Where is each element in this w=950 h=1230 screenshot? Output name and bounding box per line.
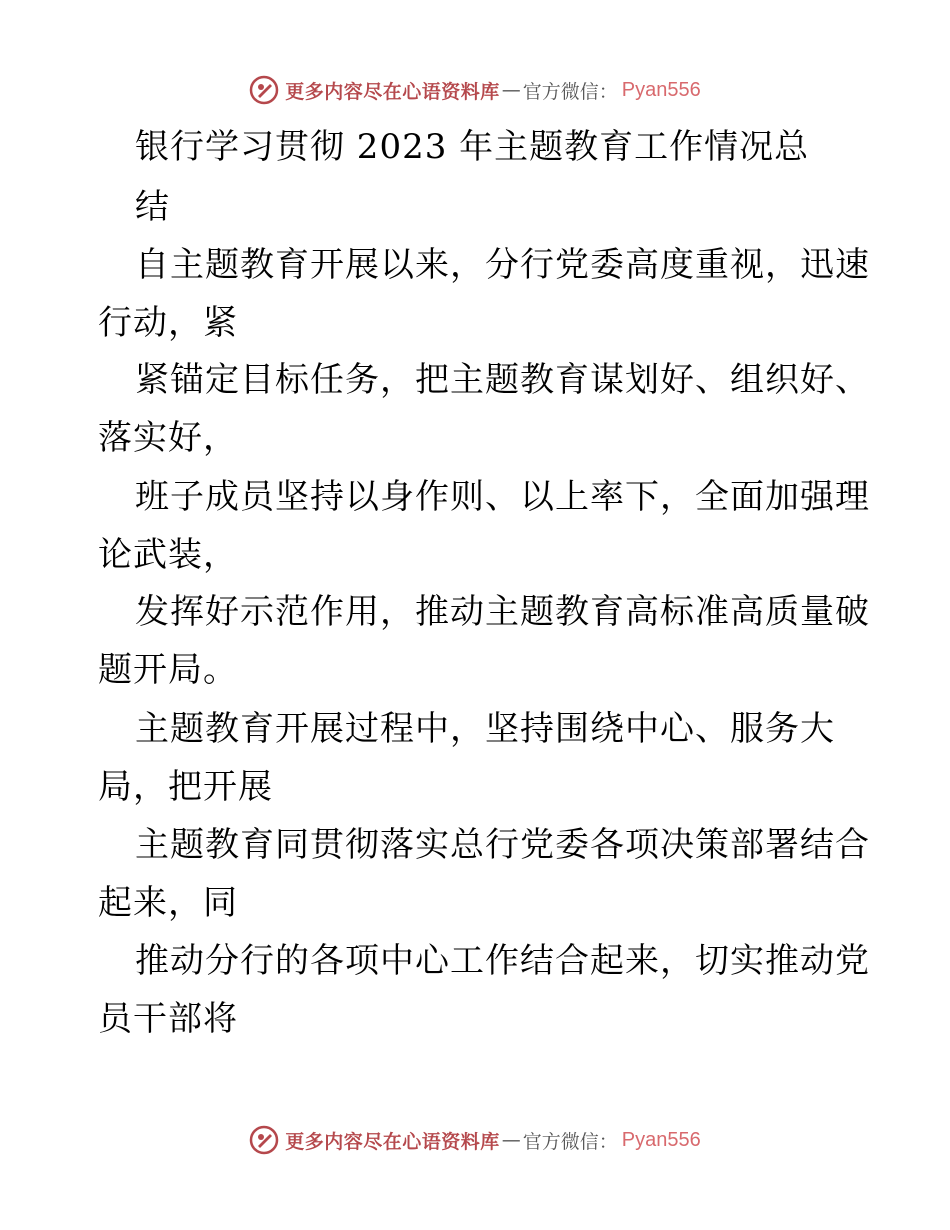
paragraph-line: 紧锚定目标任务，把主题教育谋划好、组织好、: [135, 360, 870, 400]
paragraph-line: 行动，紧: [98, 303, 238, 343]
banner-main-text: 更多内容尽在心语资料库: [285, 80, 500, 103]
paragraph-line: 自主题教育开展以来，分行党委高度重视，迅速: [135, 245, 870, 285]
banner-wechat-id: Pyan556: [621, 1128, 701, 1151]
paragraph-line: 班子成员坚持以身作则、以上率下，全面加强理: [135, 477, 870, 517]
document-title-line: 结: [135, 187, 170, 227]
header-banner: [0, 70, 950, 110]
banner-dash: —: [501, 79, 521, 101]
banner-main-text: 更多内容尽在心语资料库: [285, 1130, 500, 1153]
paragraph-line: 起来，同: [98, 883, 238, 923]
banner-wechat-id: Pyan556: [621, 78, 701, 101]
paragraph-line: 主题教育开展过程中，坚持围绕中心、服务大: [135, 709, 835, 749]
paragraph-line: 员干部将: [98, 999, 238, 1039]
paragraph-line: 局，把开展: [98, 767, 273, 807]
paragraph-line: 落实好，: [98, 418, 238, 458]
footer-banner: [0, 1120, 950, 1160]
paragraph-line: 题开局。: [98, 650, 238, 690]
banner-wechat-label: 官方微信：: [522, 80, 618, 103]
document-title-line: 银行学习贯彻 2023 年主题教育工作情况总: [135, 127, 810, 167]
quill-seal-icon: [249, 75, 279, 105]
banner-wechat-label: 官方微信：: [522, 1130, 618, 1153]
paragraph-line: 推动分行的各项中心工作结合起来，切实推动党: [135, 941, 870, 981]
quill-seal-icon: [249, 1125, 279, 1155]
paragraph-line: 论武装，: [98, 535, 238, 575]
banner-dash: —: [501, 1129, 521, 1151]
paragraph-line: 发挥好示范作用，推动主题教育高标准高质量破: [135, 592, 870, 632]
paragraph-line: 主题教育同贯彻落实总行党委各项决策部署结合: [135, 825, 870, 865]
